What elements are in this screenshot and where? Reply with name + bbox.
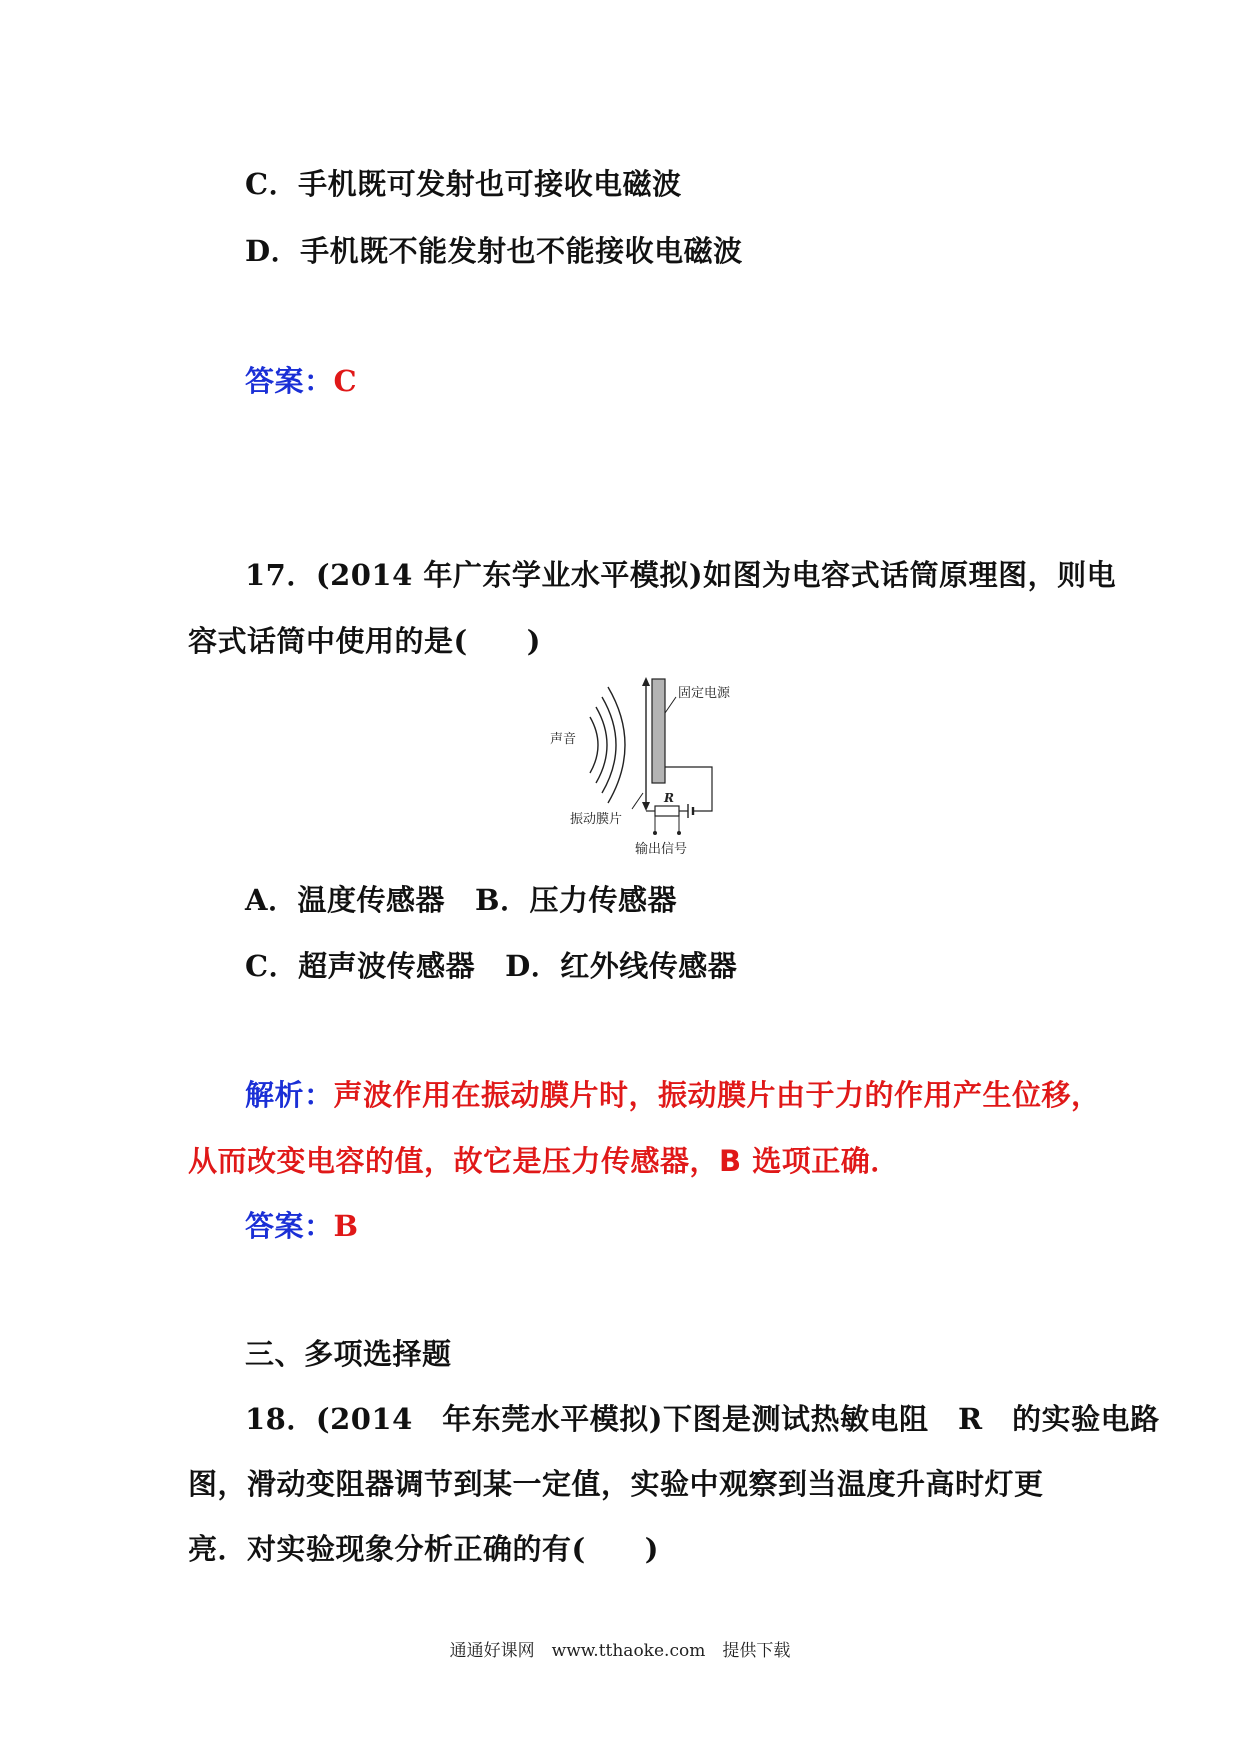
output-terminal-left [653,831,657,835]
q17-option-d: D．红外线传感器 [505,949,738,983]
figure-label-membrane: 振动膜片 [570,812,623,827]
q17-option-b: B．压力传感器 [475,883,678,917]
answer-label: 答案： [245,1209,334,1243]
q17-option-a: A．温度传感器 [245,883,446,917]
q18-stem-line3: 亮．对实验现象分析正确的有( ) [188,1532,659,1566]
sound-wave-3 [602,697,616,793]
q17-answer [245,1204,359,1245]
leader-line-power [665,697,676,713]
analysis-text-1: 声波作用在振动膜片时，振动膜片由于力的作用产生位移， [333,1078,1101,1112]
fixed-plate [652,679,665,783]
analysis-label: 解析： [245,1078,334,1112]
page-footer: 通通好课网 www.tthaoke.com 提供下载 [449,1641,791,1661]
q16-option-d: D．手机既不能发射也不能接收电磁波 [245,234,743,268]
capacitor-microphone-diagram [540,675,790,860]
sound-wave-1 [590,717,598,773]
q16-answer [245,359,357,400]
figure-label-output: 输出信号 [635,842,688,857]
q18-stem-line2: 图，滑动变阻器调节到某一定值，实验中观察到当温度升高时灯更 [188,1467,1044,1501]
leader-line-membrane [632,793,643,809]
figure-label-power: 固定电源 [678,686,731,701]
arrow-up-icon [642,677,650,686]
resistor [655,806,679,816]
answer-label: 答案： [245,364,334,398]
answer-value: B [333,1209,359,1243]
answer-value: C [333,364,358,398]
q17-analysis-line1 [245,1073,1101,1114]
figure-label-sound: 声音 [550,732,577,747]
q17-options-cd [245,944,737,985]
q17-option-c: C．超声波传感器 [245,949,476,983]
q17-stem-line2: 容式话筒中使用的是( ) [188,624,541,658]
arrow-down-icon [642,802,650,811]
q17-options-ab [245,878,677,919]
q16-option-c: C．手机既可发射也可接收电磁波 [245,167,682,201]
figure-label-r: R [664,791,674,805]
q18-stem-line1: 18．(2014 年东莞水平模拟)下图是测试热敏电阻 R 的实验电路 [245,1402,1160,1436]
q17-stem-line1: 17．(2014 年广东学业水平模拟)如图为电容式话筒原理图，则电 [245,558,1117,592]
output-terminal-right [677,831,681,835]
q17-analysis-line2: 从而改变电容的值，故它是压力传感器，B 选项正确． [188,1144,900,1178]
section-heading: 三、多项选择题 [245,1337,452,1371]
capacitor-microphone-figure [540,675,790,860]
